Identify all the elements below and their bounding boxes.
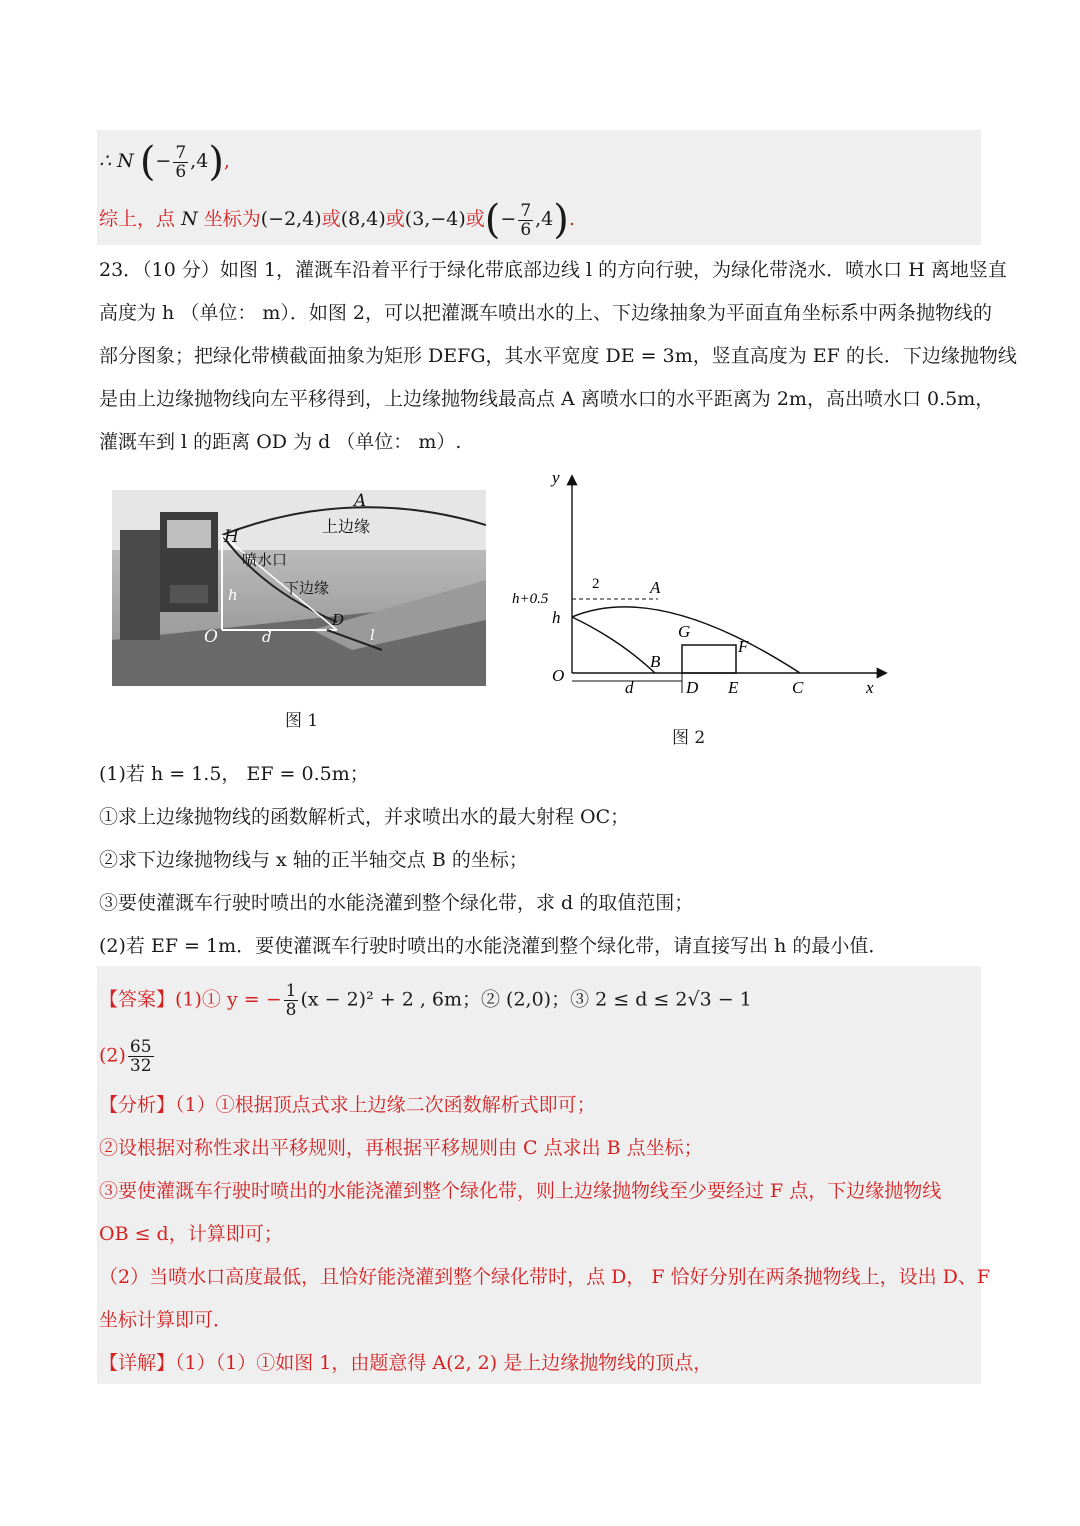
problem-line-5: 灌溉车到 l 的距离 OD 为 d （单位： m）. xyxy=(99,431,462,453)
fig2-label-F: F xyxy=(738,637,749,656)
problem-line-1: 23．（10 分）如图 1，灌溉车沿着平行于绿化带底部边线 l 的方向行驶，为绿化带浇水．喷水口 H 离地竖直 xyxy=(99,259,1007,281)
fig2-label-h: h xyxy=(552,608,561,627)
summary-line: 综上，点 N 坐标为(−2,4)或(8,4)或(3,−4)或(− $\frac{7}{6}$ ,4). xyxy=(99,197,575,243)
fig1-label-h: h xyxy=(228,586,238,604)
fig1-label-A: A xyxy=(354,491,367,511)
analysis-line-6: 坐标计算即可． xyxy=(99,1309,233,1331)
figure-2-caption: 图 2 xyxy=(672,728,706,748)
analysis-line-3: ③要使灌溉车行驶时喷出的水能浇灌到整个绿化带，则上边缘抛物线至少要经过 F 点，下边缘抛物线 xyxy=(99,1180,942,1202)
fig2-label-E: E xyxy=(728,678,739,697)
fig1-label-H: H xyxy=(224,527,239,547)
answer-tag: 【答案】 xyxy=(99,988,176,1011)
figure-1-caption: 图 1 xyxy=(285,711,319,731)
fig2-label-A: A xyxy=(650,578,661,597)
analysis-line-2: ②设根据对称性求出平移规则，再根据平移规则由 C 点求出 B 点坐标； xyxy=(99,1137,703,1159)
fig1-label-nozzle: 喷水口 xyxy=(242,551,288,569)
problem-line-2: 高度为 h （单位： m）．如图 2，可以把灌溉车喷出水的上、下边缘抽象为平面直角坐标系中两条抛物线的 xyxy=(99,302,993,324)
answer-line-1: 【答案】(1)① y = − $\frac{1}{8}$ (x − 2)² + 2 , 6m；② (2,0)；③ 2 ≤ d ≤ 2√3 − 1 xyxy=(99,981,752,1020)
question-1-3: ③要使灌溉车行驶时喷出的水能浇灌到整个绿化带，求 d 的取值范围； xyxy=(99,892,694,914)
fig2-label-2: 2 xyxy=(592,576,600,592)
figure-2-diagram xyxy=(500,465,900,715)
analysis-line-4: OB ≤ d，计算即可； xyxy=(99,1223,283,1245)
fig2-label-D: D xyxy=(686,678,699,697)
detail-line: 【详解】（1）（1）①如图 1，由题意得 A(2, 2) 是上边缘抛物线的顶点， xyxy=(99,1352,713,1374)
fig2-label-x: x xyxy=(866,678,874,697)
fig2-label-O: O xyxy=(552,666,565,685)
fig2-label-h05: h+0.5 xyxy=(512,591,549,607)
fig1-label-l: l xyxy=(370,626,375,644)
answer-line-2: (2) $\frac{65}{32}$ xyxy=(99,1037,152,1076)
fig2-rectangle-DEFG xyxy=(682,645,736,673)
fig1-label-upper: 上边缘 xyxy=(322,517,371,536)
question-1: (1)若 h = 1.5， EF = 0.5m； xyxy=(99,763,369,785)
fig2-label-y: y xyxy=(552,468,560,487)
fig2-label-C: C xyxy=(792,678,804,697)
fig1-label-lower: 下边缘 xyxy=(284,579,330,597)
therefore-line: ∴ N (− $\frac{7}{6}$ ,4), xyxy=(99,139,230,185)
fig2-label-G: G xyxy=(678,622,691,641)
question-1-2: ②求下边缘抛物线与 x 轴的正半轴交点 B 的坐标； xyxy=(99,849,528,871)
therefore-label: ∴ N xyxy=(99,150,134,172)
fig2-lower-parabola xyxy=(572,617,655,673)
question-2: (2)若 EF = 1m．要使灌溉车行驶时喷出的水能浇灌到整个绿化带，请直接写出 h 的最小值． xyxy=(99,935,888,957)
detail-tag: 【详解】 xyxy=(99,1352,176,1374)
figure-1-photo xyxy=(112,490,486,686)
analysis-tag: 【分析】 xyxy=(99,1094,176,1116)
analysis-line-1: 【分析】（1）①根据顶点式求上边缘二次函数解析式即可； xyxy=(99,1094,596,1116)
analysis-line-5: （2）当喷水口高度最低，且恰好能浇灌到整个绿化带时，点 D， F 恰好分别在两条抛物线上，设出 D、F xyxy=(99,1266,991,1288)
question-1-1: ①求上边缘抛物线的函数解析式，并求喷出水的最大射程 OC； xyxy=(99,806,630,828)
fig1-label-D: D xyxy=(332,611,345,629)
fig2-label-d: d xyxy=(625,678,634,697)
problem-line-4: 是由上边缘抛物线向左平移得到，上边缘抛物线最高点 A 离喷水口的水平距离为 2m，高出喷水口 0.5m， xyxy=(99,388,995,410)
fig2-label-B: B xyxy=(650,652,661,671)
problem-line-3: 部分图象；把绿化带横截面抽象为矩形 DEFG，其水平宽度 DE = 3m，竖直高度为 EF 的长．下边缘抛物线 xyxy=(99,345,1017,367)
therefore-fraction: $\frac{7}{6}$ xyxy=(175,142,187,182)
fig1-label-d: d xyxy=(262,628,272,646)
fig1-label-O: O xyxy=(204,627,218,647)
